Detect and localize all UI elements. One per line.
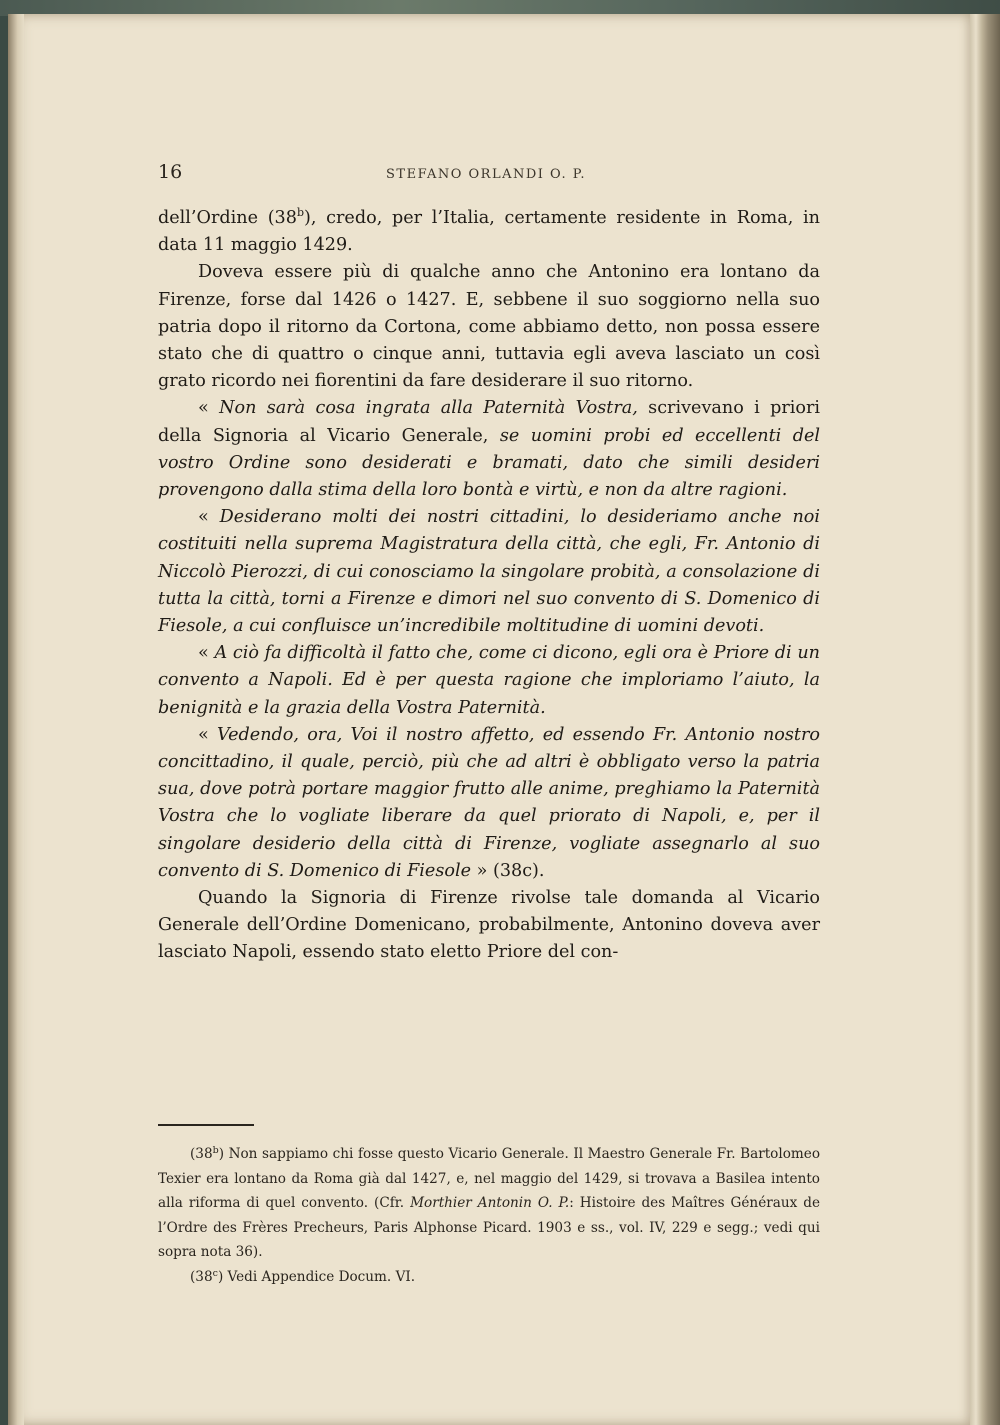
p6-italic: Vedendo, ora, Voi il nostro affetto, ed essendo Fr. Antonio nostro concittadino, il quale, perciò, più che ad altri è obbligato verso la patria sua, dove potrà portare maggior frutto alle anime, preghiamo la Paternità Vostra che lo vogliate liberare da quel priorato di Napoli, e, per il singolare desiderio della città di Firenze, vogliate assegnarlo al suo convento di S. Domenico di Fiesole [158,724,821,881]
footnote-ref-38b: b [296,206,304,219]
running-head: STEFANO ORLANDI O. P. [386,167,586,182]
paragraph-3 [158,395,820,504]
p4-italic: Desiderano molti dei nostri cittadini, lo desideriamo anche noi costituiti nella suprema Magistratura della città, che egli, Fr. Antonio di Niccolò Pierozzi, di cui conosciamo la singolare probità, a consolazione di tutta la città, torni a Firenze e dimori nel suo convento di S. Domenico di Fiesole, a cui confluisce un’incredibile moltitudine di uomini devoti. [158,507,821,637]
p1-text-b: ), credo, per l’Italia, certamente residente in Roma, in data 11 maggio 1429. [158,208,820,256]
footnote-38c [158,1265,820,1290]
fn1-sup: b [212,1145,219,1156]
page-edge-stack [970,14,1000,1425]
paragraph-7: Quando la Signoria di Firenze rivolse tale domanda al Vicario Generale dell’Ordine Domenicano, probabilmente, Antonino doveva aver lasciato Napoli, essendo stato eletto Priore del con- [158,888,820,963]
footnotes [158,1142,820,1289]
p3-italic-2: se uomini probi ed eccellenti del vostro Ordine sono desiderati e bramati, dato che simili desideri provengono dalla stima della loro bontà e virtù, e non da altre ragioni. [158,425,821,501]
paragraph-2: Doveva essere più di qualche anno che Antonino era lontano da Firenze, forse dal 1426 o 1427. E, sebbene il suo soggiorno nella suo patria dopo il ritorno da Cortona, come abbiamo detto, non possa essere stato che di quattro o cinque anni, tuttavia egli aveva lasciato un così grato ricordo nei fiorentini da fare desiderare il suo ritorno. [158,262,820,392]
p5-italic: A ciò fa difficoltà il fatto che, come ci dicono, egli ora è Priore di un convento a Napoli. Ed è per questa ragione che imploriamo l’aiuto, la benignità e la grazia della Vostra Paternità. [158,643,820,718]
fn2-text-b: ) Vedi Appendice Docum. VI. [217,1268,416,1285]
fn1-text-c: : Histoire des Maîtres Généraux de l’Ordre des Frères Precheurs, Paris Alphonse Picard. 1903 e ss., vol. IV, 229 e segg.; vedi qui sopra nota 36). [158,1195,820,1260]
fn1-italic: Morthier Antonin O. P. [410,1195,570,1211]
quote-open: « [198,398,220,419]
fn1-text-b: ) Non sappiamo chi fosse questo Vicario Generale. Il Maestro Generale Fr. Bartolomeo Texier era lontano da Roma già dal 1427, e, nel maggio del 1429, si trovava a Basilea intento alla riforma di quel convento. (Cfr. [158,1146,820,1211]
quote-open: « [198,724,218,745]
p6-close: » (38c). [471,860,545,881]
footnote-rule [158,1124,254,1126]
paragraph-4 [158,504,820,640]
footnote-38b [158,1142,820,1265]
page-number: 16 [158,161,183,183]
p3-normal: scrivevano i priori della Signoria al Vicario Generale, [158,398,821,446]
quote-open: « [198,643,215,664]
body-text [158,205,820,967]
paragraph-6 [158,722,820,885]
fn2-sup: c [212,1267,218,1279]
quote-open: « [198,507,220,528]
paragraph-1 [158,205,820,259]
paragraph-5 [158,640,820,722]
page-gutter [8,14,24,1425]
p1-text-a: dell’Ordine (38 [158,208,297,228]
page-header [158,161,820,191]
fn1-text-a: (38 [190,1146,213,1162]
p3-italic-1: Non sarà cosa ingrata alla Paternità Vostra, [219,398,638,419]
fn2-text-a: (38 [190,1268,213,1285]
